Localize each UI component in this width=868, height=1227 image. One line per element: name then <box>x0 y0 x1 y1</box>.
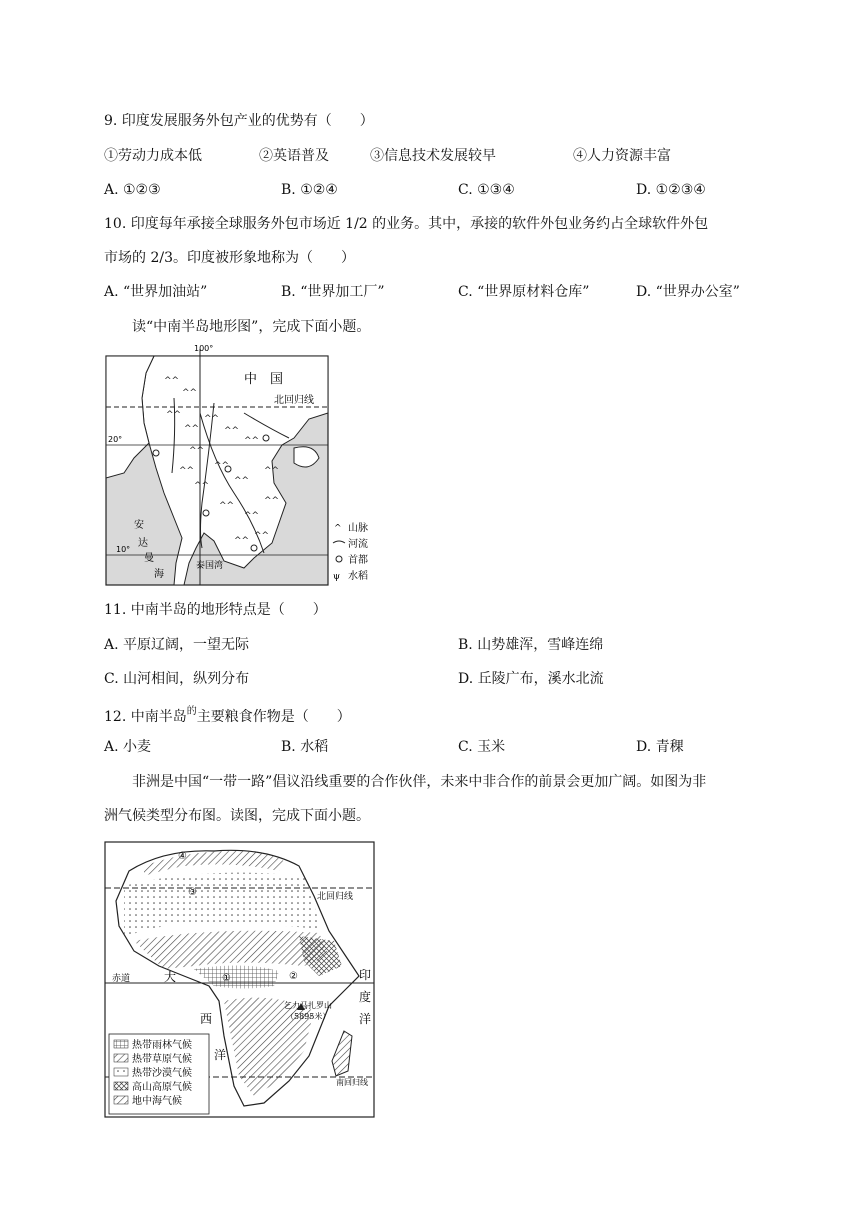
map2-mark-3: ③ <box>188 887 197 898</box>
q10-option-b: B. “世界加工厂” <box>281 284 385 300</box>
q11-stem: 11. 中南半岛的地形特点是（ ） <box>104 602 327 618</box>
q9-item-4: ④人力资源丰富 <box>573 148 671 164</box>
intro-africa-line1: 非洲是中国“一带一路”倡议沿线重要的合作伙伴，未来中非合作的前景会更加广阔。如图为非 <box>132 774 707 790</box>
map2-mark-2: ② <box>289 971 298 982</box>
map2-tropic-s-label: 南回归线 <box>336 1078 368 1087</box>
q12-stem-part2: 主要粮食作物是（ ） <box>196 709 351 725</box>
map1-legend-mountain: 山脉 <box>348 523 368 534</box>
map2-ocean1-2: 西 <box>200 1012 213 1026</box>
indochina-terrain-map <box>104 343 368 587</box>
q9-item-2: ②英语普及 <box>259 148 329 164</box>
map2-ocean2-2: 度 <box>359 990 372 1004</box>
q9-item-1: ①劳动力成本低 <box>104 148 202 164</box>
q10-stem-line1: 10. 印度每年承接全球服务外包市场近 1/2 的业务。其中，承接的软件外包业务约占全球软件外包 <box>104 216 709 232</box>
q11-option-a: A. 平原辽阔，一望无际 <box>104 637 250 653</box>
svg-text:^^: ^^ <box>244 511 260 521</box>
q11-option-c: C. 山河相间，纵列分布 <box>104 671 250 687</box>
map2-mountain-label: 乞力马扎罗山 <box>284 1001 332 1010</box>
svg-text:^^: ^^ <box>264 496 280 506</box>
map2-mark-4: ④ <box>178 851 187 862</box>
svg-text:^^: ^^ <box>234 536 250 546</box>
map1-legend-capital: 首都 <box>348 555 368 566</box>
map2-legend-desert: 热带沙漠气候 <box>132 1068 192 1079</box>
intro-africa-line2: 洲气候类型分布图。读图，完成下面小题。 <box>104 808 370 824</box>
map1-legend-rice: 水稻 <box>348 571 368 582</box>
svg-text:^^: ^^ <box>204 414 220 424</box>
svg-text:^^: ^^ <box>166 410 182 420</box>
q12-option-d: D. 青稞 <box>636 739 684 755</box>
q10-option-c: C. “世界原材料仓库” <box>458 284 590 300</box>
map2-ocean2-3: 洋 <box>359 1012 372 1026</box>
map2-tropic-n-label: 北回归线 <box>317 892 354 902</box>
q12-stem <box>104 708 351 728</box>
q12-stem-part1: 12. 中南半岛 <box>104 709 187 725</box>
q12-option-c: C. 玉米 <box>458 739 506 755</box>
q9-item-3: ③信息技术发展较早 <box>370 148 496 164</box>
svg-text:^^: ^^ <box>164 376 180 386</box>
indochina-map-svg <box>104 343 368 587</box>
map1-lon-label: 100° <box>194 344 214 353</box>
q10-stem-line2: 市场的 2/3。印度被形象地称为（ ） <box>104 250 355 266</box>
africa-climate-map <box>104 841 375 1118</box>
map2-legend-rainforest: 热带雨林气候 <box>132 1040 192 1051</box>
q11-option-b: B. 山势雄浑，雪峰连绵 <box>458 637 604 653</box>
map1-lat10-label: 10° <box>116 545 131 554</box>
map1-sea-1: 安 <box>134 520 144 531</box>
map1-legend-river: 河流 <box>348 539 368 550</box>
svg-text:ψ: ψ <box>333 572 341 582</box>
q12-stem-sup: 的 <box>186 706 197 717</box>
q11-option-d: D. 丘陵广布，溪水北流 <box>458 671 604 687</box>
map2-equator-label: 赤道 <box>112 974 131 984</box>
map2-ocean2-1: 印 <box>359 968 372 982</box>
map1-sea-3: 曼 <box>144 553 154 564</box>
map1-lat20-label: 20° <box>108 435 123 444</box>
q10-option-d: D. “世界办公室” <box>636 284 740 300</box>
map2-mark-1: ① <box>222 973 231 984</box>
q9-option-b: B. ①②④ <box>281 182 338 198</box>
svg-text:^^: ^^ <box>219 501 235 511</box>
q9-option-c: C. ①③④ <box>458 182 515 198</box>
q12-option-a: A. 小麦 <box>104 739 152 755</box>
svg-text:^^: ^^ <box>214 461 230 471</box>
map1-sea-2: 达 <box>138 538 148 549</box>
map1-china-label: 中 国 <box>244 372 284 387</box>
svg-text:^^: ^^ <box>224 426 240 436</box>
q10-option-a: A. “世界加油站” <box>104 284 208 300</box>
svg-text:^^: ^^ <box>184 424 200 434</box>
africa-map-svg <box>104 841 375 1118</box>
q9-option-d: D. ①②③④ <box>636 182 706 198</box>
map2-ocean1-3: 洋 <box>214 1048 227 1062</box>
svg-text:^^: ^^ <box>179 466 195 476</box>
svg-text:^^: ^^ <box>264 466 280 476</box>
svg-text:^^: ^^ <box>234 476 250 486</box>
intro-indochina: 读“中南半岛地形图”，完成下面小题。 <box>132 319 371 335</box>
map2-ocean1-1: 大 <box>164 970 177 984</box>
q9-stem: 9. 印度发展服务外包产业的优势有（ ） <box>104 113 374 129</box>
map2-legend-mediterranean: 地中海气候 <box>132 1096 182 1107</box>
map1-gulf-label: 泰国湾 <box>196 561 224 571</box>
q12-option-b: B. 水稻 <box>281 739 329 755</box>
map2-height-label: （5895米） <box>286 1012 331 1021</box>
map1-sea-4: 海 <box>154 569 164 580</box>
svg-text:^^: ^^ <box>189 446 205 456</box>
svg-text:^^: ^^ <box>194 481 210 491</box>
map2-legend-highland: 高山高原气候 <box>132 1082 192 1093</box>
svg-text:^^: ^^ <box>182 388 198 398</box>
svg-text:^: ^ <box>334 524 342 534</box>
q9-option-a: A. ①②③ <box>104 182 161 198</box>
svg-text:^^: ^^ <box>244 436 260 446</box>
svg-text:^^: ^^ <box>254 531 270 541</box>
map1-tropic-label: 北回归线 <box>274 395 314 406</box>
map2-legend-savanna: 热带草原气候 <box>132 1054 192 1065</box>
